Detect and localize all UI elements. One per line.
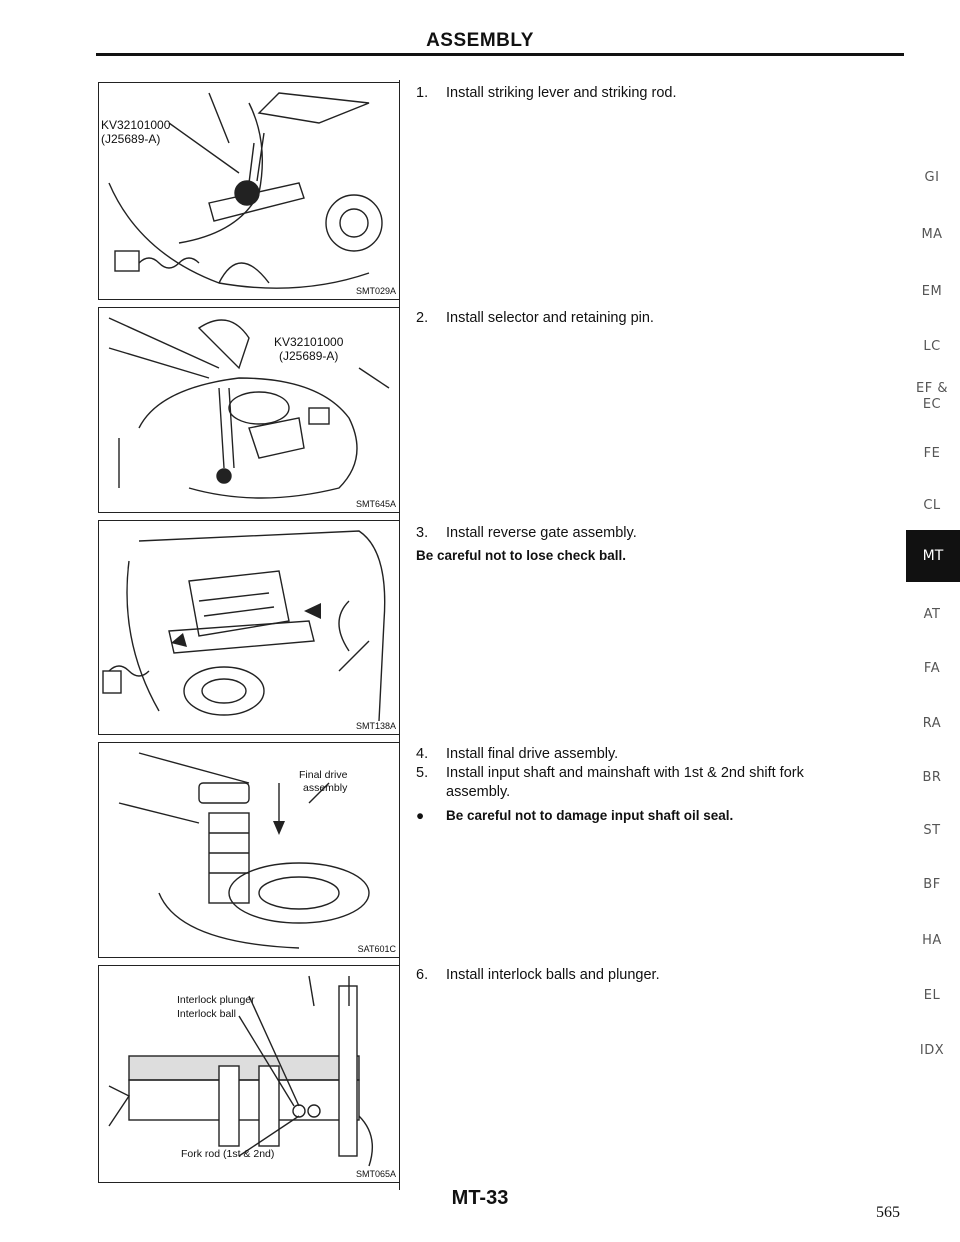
section-tab-ma[interactable]: MA (921, 227, 943, 242)
bullet-icon: ● (416, 808, 425, 823)
figure-selector-pin (98, 307, 400, 513)
step-text: Install final drive assembly. (446, 746, 619, 762)
section-tab-ra[interactable]: RA (922, 716, 942, 731)
section-tab-st[interactable]: ST (923, 823, 941, 838)
callout-final-drive: Final drive (299, 769, 348, 781)
step-text: Install interlock balls and plunger. (446, 967, 660, 983)
step-text-continued: assembly. (446, 784, 511, 800)
section-tab-lc[interactable]: LC (923, 339, 941, 354)
step-number: 3. (416, 525, 429, 541)
step-text: Install reverse gate assembly. (446, 525, 637, 541)
section-tab-fa[interactable]: FA (923, 661, 941, 676)
caution-text: Be careful not to damage input shaft oil seal. (446, 808, 734, 823)
section-tab-ef[interactable]: EF & (916, 381, 948, 396)
step-1 (416, 84, 906, 103)
callout-interlock-plunger: Interlock plunger (177, 994, 255, 1006)
section-page-label: MT-33 (451, 1187, 509, 1209)
section-tab-el[interactable]: EL (923, 988, 941, 1003)
section-tab-em[interactable]: EM (921, 284, 943, 299)
figure-code: SMT645A (355, 499, 396, 509)
step-number: 2. (416, 310, 429, 326)
page-title: ASSEMBLY (426, 30, 534, 51)
section-tab-ec[interactable]: EC (922, 397, 942, 412)
header-rule (96, 53, 904, 56)
selector-pin-illustration (99, 308, 399, 512)
section-tab-fe[interactable]: FE (923, 446, 941, 461)
callout-assembly: assembly (303, 782, 348, 794)
callout-tool-number: KV32101000 (101, 118, 171, 132)
step-text: Install striking lever and striking rod. (446, 85, 677, 101)
step-text: Install input shaft and mainshaft with 1st & 2nd shift fork (446, 765, 804, 781)
figure-interlock (98, 965, 400, 1183)
step-3-caution: Be careful not to lose check ball. (416, 548, 627, 563)
step-6 (416, 966, 906, 985)
figure-code: SAT601C (357, 944, 396, 954)
section-tab-bf[interactable]: BF (923, 877, 941, 892)
figure-reverse-gate (98, 520, 400, 735)
callout-fork-rod: Fork rod (1st & 2nd) (181, 1148, 275, 1160)
figure-final-drive (98, 742, 400, 958)
striking-lever-illustration (99, 83, 399, 299)
section-tab-gi[interactable]: GI (924, 170, 940, 185)
section-tab-idx[interactable]: IDX (919, 1043, 945, 1058)
figure-code: SMT138A (355, 721, 396, 731)
reverse-gate-illustration (99, 521, 399, 734)
step-3 (416, 524, 906, 543)
step-4 (416, 745, 906, 764)
callout-tool-alt-number: (J25689-A) (101, 132, 161, 146)
callout-interlock-ball: Interlock ball (177, 1008, 236, 1020)
figure-striking-lever (98, 82, 400, 300)
section-tab-at[interactable]: AT (923, 607, 941, 622)
callout-tool-alt-number: (J25689-A) (279, 349, 339, 363)
step-number: 1. (416, 85, 429, 101)
step-number: 5. (416, 765, 429, 781)
section-tab-mt-active[interactable] (906, 530, 960, 582)
section-tab-br[interactable]: BR (922, 770, 942, 785)
step-text: Install selector and retaining pin. (446, 310, 654, 326)
step-number: 4. (416, 746, 429, 762)
figure-code: SMT065A (355, 1169, 396, 1179)
step-number: 6. (416, 967, 429, 983)
final-drive-illustration (99, 743, 399, 957)
step-2 (416, 309, 906, 328)
section-tab-mt-label: MT (922, 548, 944, 564)
section-tab-cl[interactable]: CL (923, 498, 941, 513)
section-tab-ha[interactable]: HA (922, 933, 942, 948)
page-number: 565 (876, 1204, 900, 1221)
step-5 (416, 764, 906, 802)
callout-tool-number: KV32101000 (274, 335, 344, 349)
figure-code: SMT029A (355, 286, 396, 296)
step-5-caution (416, 806, 906, 825)
